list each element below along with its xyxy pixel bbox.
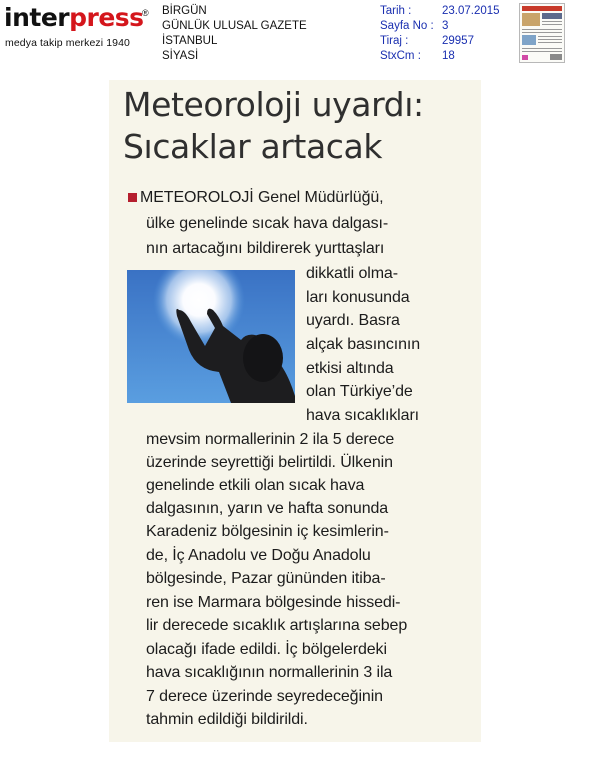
body-line: de, İç Anadolu ve Doğu Anadolu xyxy=(146,547,371,564)
body-line: dalgasının, yarın ve hafta sonunda xyxy=(146,500,389,517)
publication-category: SİYASİ xyxy=(162,50,199,62)
body-line: hava sıcaklıkları xyxy=(306,407,420,424)
article-lead-rest: Genel Müdürlüğü, xyxy=(253,189,384,206)
publication-type: GÜNLÜK ULUSAL GAZETE xyxy=(162,20,307,32)
body-line: alçak basıncının xyxy=(306,336,421,353)
body-line: tahmin edildiği bildirildi. xyxy=(146,711,308,728)
meta-key: Sayfa No : xyxy=(380,20,434,32)
meta-value: 29957 xyxy=(442,35,474,47)
body-line: olan Türkiye’de xyxy=(306,383,413,400)
article-headline xyxy=(123,84,473,168)
meta-row-date xyxy=(380,4,512,19)
body-line: lir derecede sıcaklık artışlarına sebep xyxy=(146,617,408,634)
logo-word-press: press xyxy=(69,3,144,32)
publication-city: İSTANBUL xyxy=(162,35,218,47)
meta-row-stxcm xyxy=(380,49,512,64)
body-line: 7 derece üzerinde seyredeceğinin xyxy=(146,688,383,705)
page-thumbnail[interactable] xyxy=(519,3,565,63)
body-line: dikkatli olma- xyxy=(306,265,398,282)
logo-wordmark xyxy=(4,4,144,32)
body-line: üzerinde seyrettiği belirtildi. Ülkenin xyxy=(146,454,393,471)
body-line: mevsim normallerinin 2 ila 5 derece xyxy=(146,431,395,448)
meta-key: Tarih : xyxy=(380,5,412,17)
meta-value: 3 xyxy=(442,20,449,32)
meta-key: StxCm : xyxy=(380,50,421,62)
article-lead: METEOROLOJİ xyxy=(140,189,254,206)
clipping-meta xyxy=(380,4,512,64)
body-line: genelinde etkili olan sıcak hava xyxy=(146,477,365,494)
interpress-logo xyxy=(4,4,150,50)
body-line: hava sıcaklığının normallerinin 3 ila xyxy=(146,664,393,681)
meta-value: 23.07.2015 xyxy=(442,5,500,17)
publication-name: BİRGÜN xyxy=(162,5,207,17)
bullet-square-icon xyxy=(128,193,137,202)
publication-info xyxy=(162,4,307,64)
body-line: ları konusunda xyxy=(306,289,410,306)
meta-key: Tiraj : xyxy=(380,35,409,47)
meta-value: 18 xyxy=(442,50,455,62)
logo-tagline: medya takip merkezi 1940 xyxy=(5,37,130,49)
headline-line: Sıcaklar artacak xyxy=(123,127,383,166)
body-line: nın artacağını bildirerek yurttaşları xyxy=(146,240,385,257)
body-line: ülke genelinde sıcak hava dalgası- xyxy=(146,215,389,232)
body-line xyxy=(140,188,384,208)
logo-word-inter: inter xyxy=(4,3,70,32)
body-line: Karadeniz bölgesinin iç kesimlerin- xyxy=(146,523,389,540)
body-line: ren ise Marmara bölgesinde hissedi- xyxy=(146,594,401,611)
headline-line: Meteoroloji uyardı: xyxy=(123,85,424,124)
body-line: uyardı. Basra xyxy=(306,312,400,329)
body-line: bölgesinde, Pazar gününden itiba- xyxy=(146,570,386,587)
newspaper-clipping xyxy=(109,80,481,742)
meta-row-page xyxy=(380,19,512,34)
body-line: olacağı ifade edildi. İç bölgelerdeki xyxy=(146,641,387,658)
body-line: etkisi altında xyxy=(306,360,394,377)
registered-mark: ® xyxy=(142,8,149,18)
meta-row-circulation xyxy=(380,34,512,49)
article-photo xyxy=(127,270,295,403)
